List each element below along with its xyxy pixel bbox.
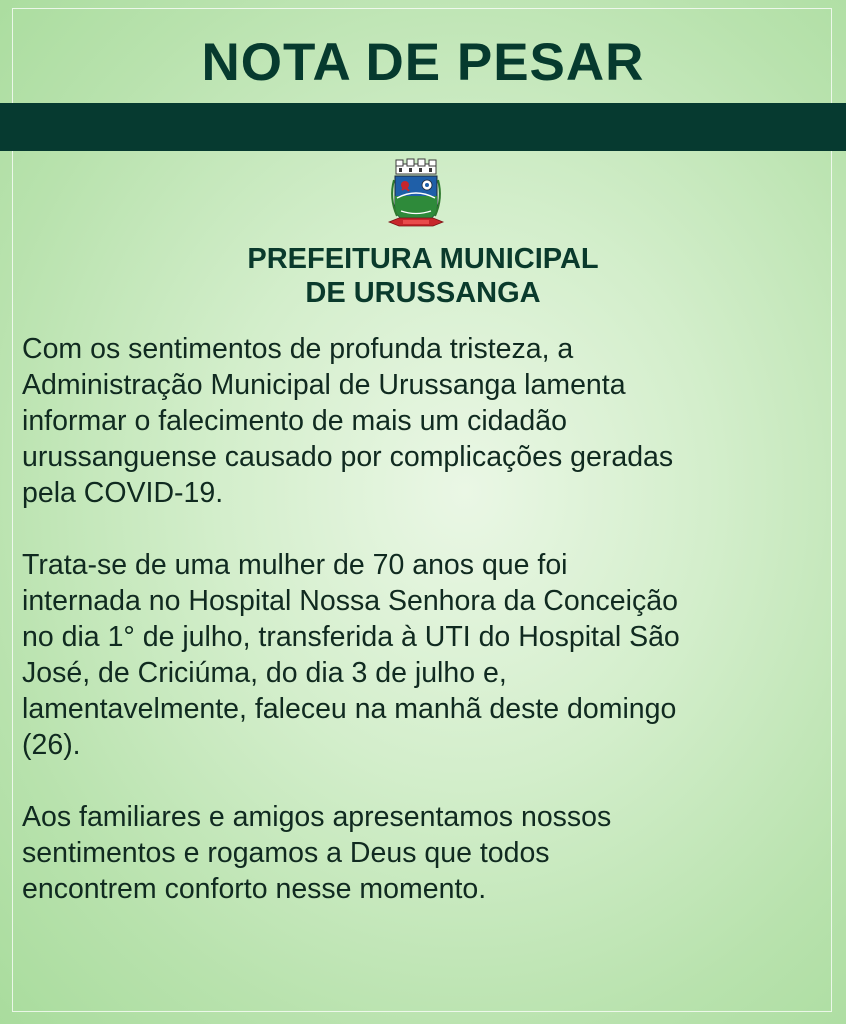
municipal-coat-of-arms-icon (385, 158, 447, 234)
organization-name (0, 242, 846, 310)
organization-line-1: PREFEITURA MUNICIPAL (247, 243, 599, 275)
message-paragraph-2: Trata-se de uma mulher de 70 anos que foi internada no Hospital Nossa Senhora da Conceição no dia 1° de julho, transferida à UTI do Hospital São José, de Criciúma, do dia 3 de julho e, lamentavelmente, faleceu na manhã deste domingo (26). (22, 549, 680, 761)
message-body (22, 331, 834, 907)
page-title: NOTA DE PESAR (201, 33, 645, 92)
header-band (0, 103, 846, 151)
message-paragraph-1: Com os sentimentos de profunda tristeza, a Administração Municipal de Urussanga lamenta informar o falecimento de mais um cidadão urussanguense causado por complicações geradas pela COVID-19. (22, 333, 674, 509)
organization-line-2: DE URUSSANGA (305, 277, 541, 309)
message-paragraph-3: Aos familiares e amigos apresentamos nossos sentimentos e rogamos a Deus que todos encontrem conforto nesse momento. (22, 801, 612, 905)
